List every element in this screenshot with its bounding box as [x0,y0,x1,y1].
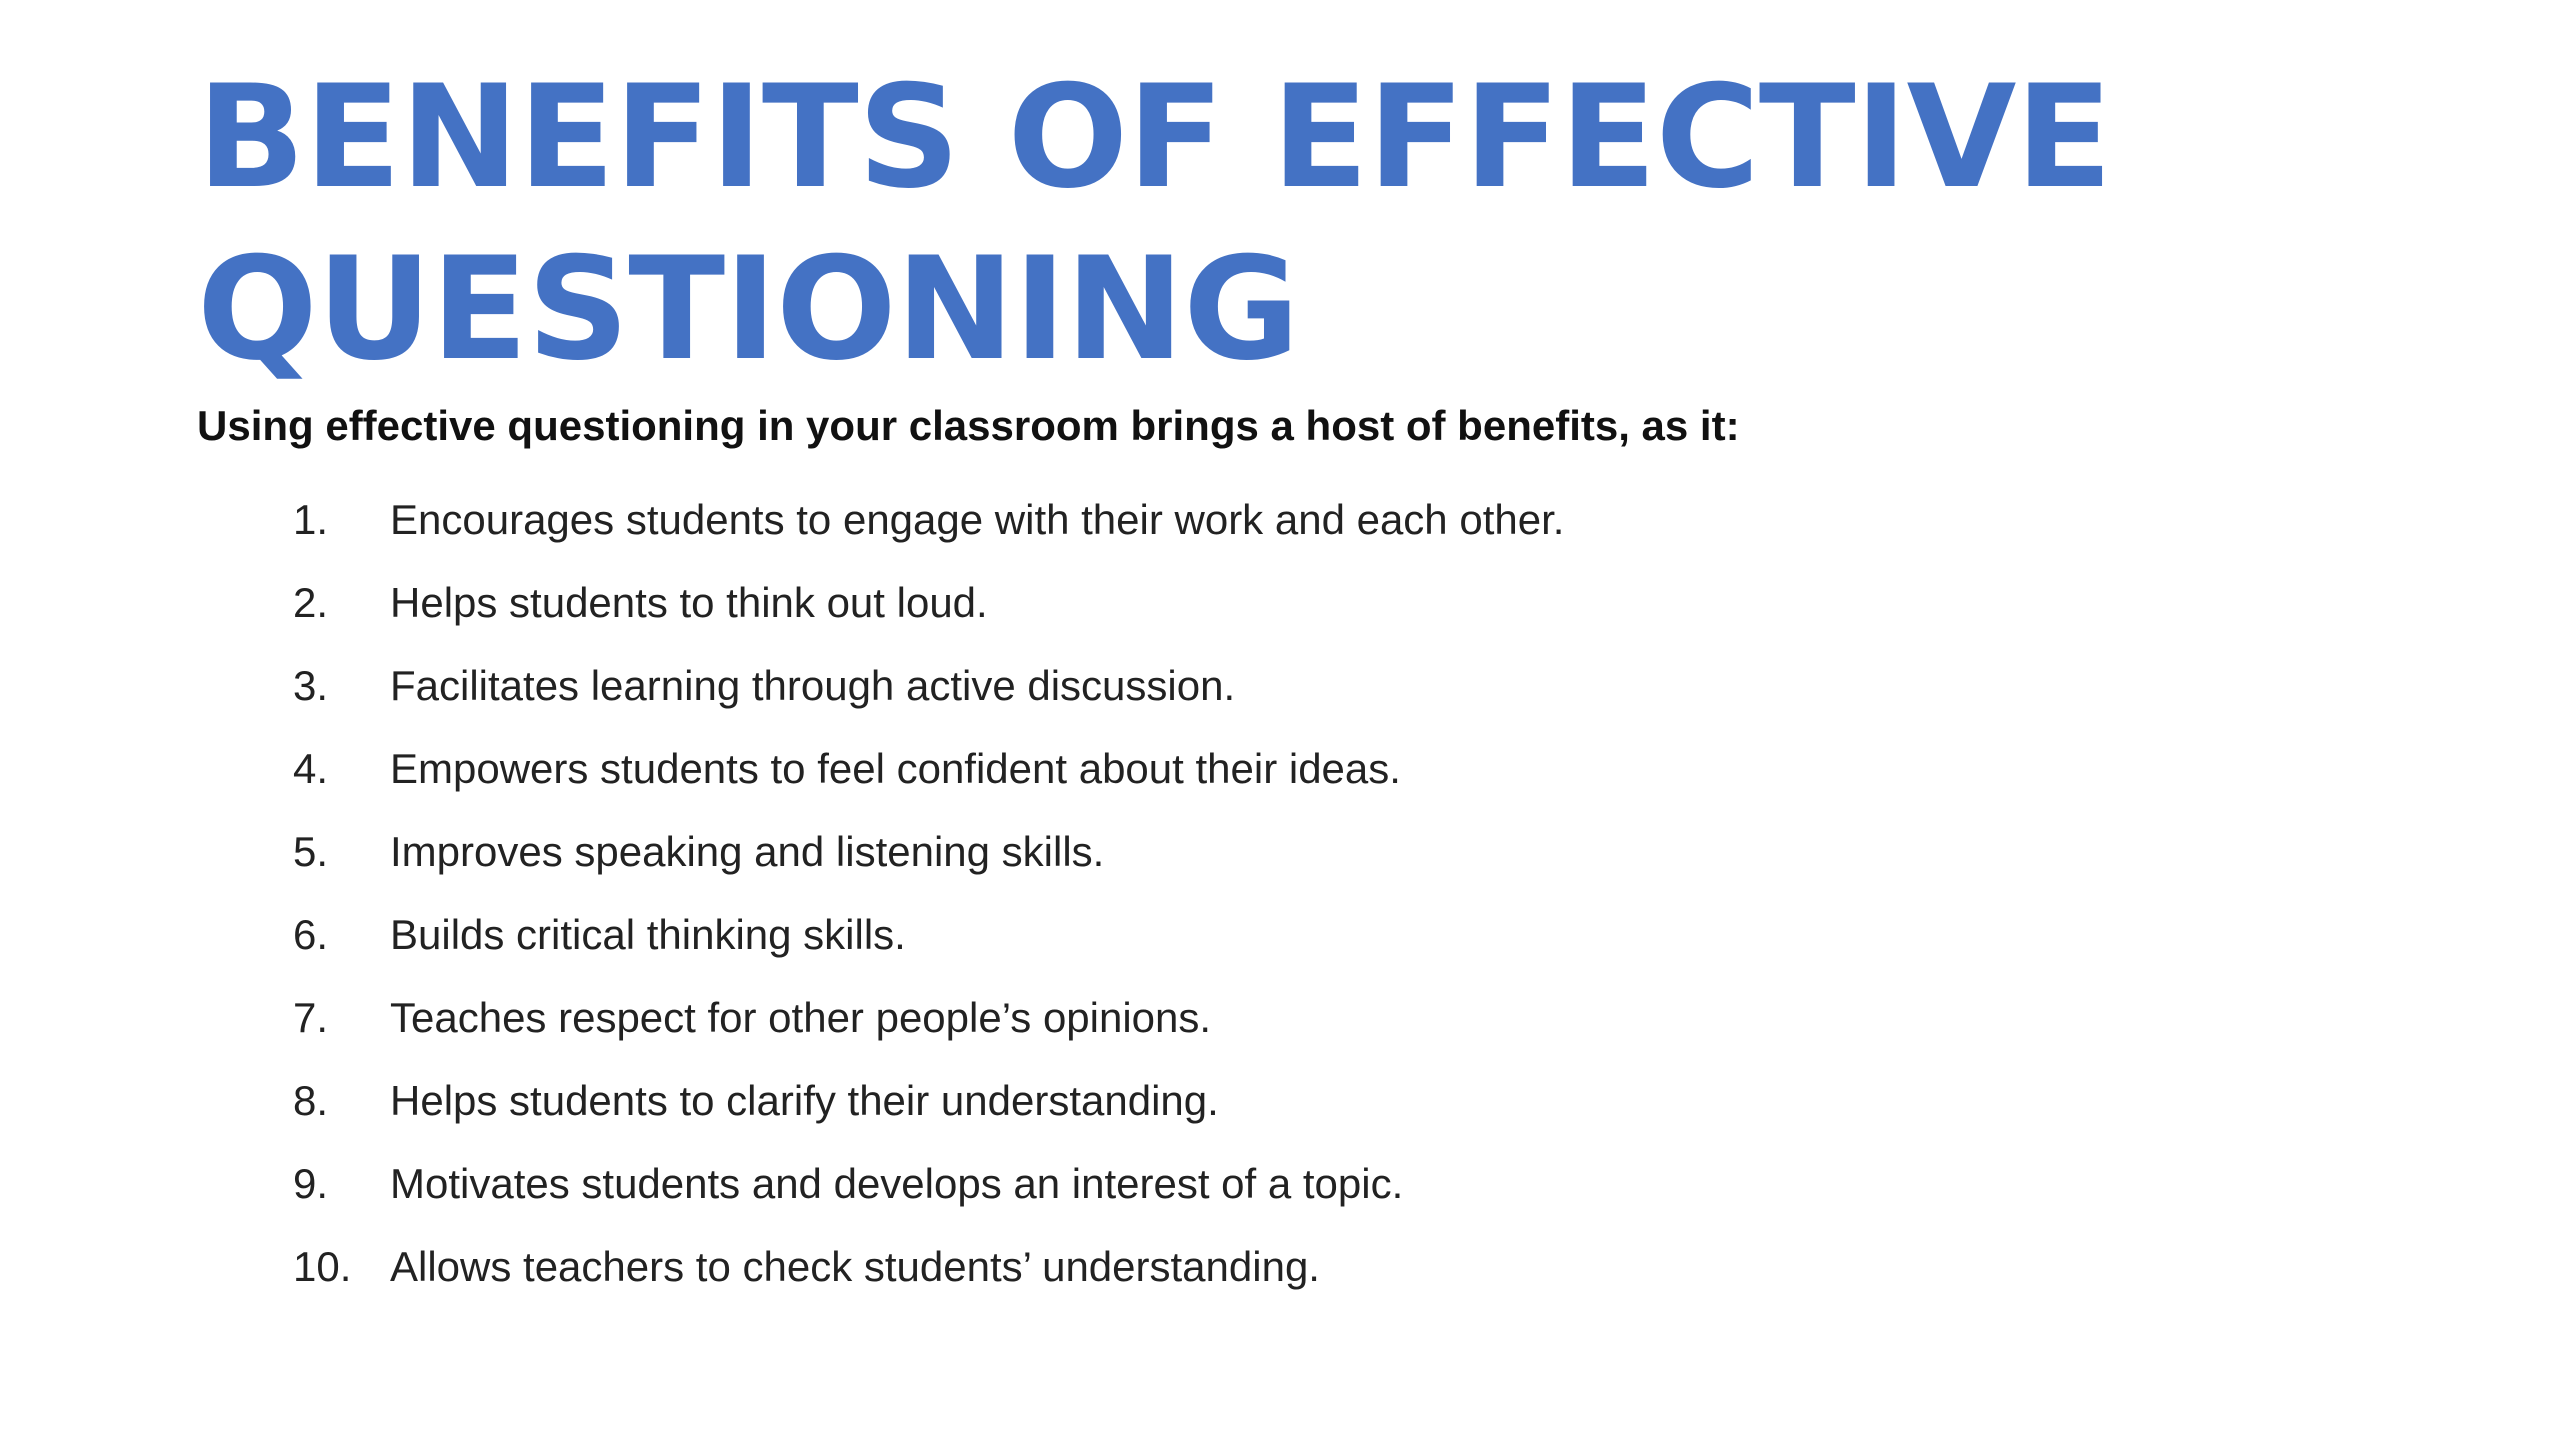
list-item-number: 6. [293,910,329,958]
list-item-text: Improves speaking and listening skills. [390,827,1105,875]
list-item-number: 3. [293,661,329,709]
list-item [293,727,1564,810]
list-item-text: Builds critical thinking skills. [390,910,906,958]
list-item-number: 2. [293,578,329,626]
list-item [293,976,1564,1059]
list-item-text: Allows teachers to check students’ understanding. [390,1242,1320,1290]
list-item [293,1142,1564,1225]
list-item [293,893,1564,976]
list-item-text: Teaches respect for other people’s opinions. [390,993,1212,1041]
list-item-text: Helps students to think out loud. [390,578,988,626]
list-item-number: 9. [293,1159,329,1207]
list-item-text: Helps students to clarify their understanding. [390,1076,1219,1124]
list-item-number: 5. [293,827,329,875]
list-item-number: 7. [293,993,329,1041]
list-item-text: Motivates students and develops an interest of a topic. [390,1159,1404,1207]
list-item [293,1059,1564,1142]
benefits-list [293,478,1564,1308]
slide-title [197,52,2112,396]
list-item [293,644,1564,727]
list-item-number: 4. [293,744,329,792]
list-item [293,1225,1564,1308]
list-item-text: Empowers students to feel confident about their ideas. [390,744,1401,792]
intro-text: Using effective questioning in your classroom brings a host of benefits, as it: [197,402,1740,449]
slide-title-line-1: BENEFITS OF EFFECTIVE [197,55,2112,220]
slide-title-line-2: QUESTIONING [197,227,1299,392]
list-item [293,478,1564,561]
list-item [293,561,1564,644]
list-item-text: Encourages students to engage with their work and each other. [390,495,1565,543]
list-item-text: Facilitates learning through active discussion. [390,661,1236,709]
list-item [293,810,1564,893]
list-item-number: 8. [293,1076,329,1124]
list-item-number: 10. [293,1242,352,1290]
list-item-number: 1. [293,495,329,543]
